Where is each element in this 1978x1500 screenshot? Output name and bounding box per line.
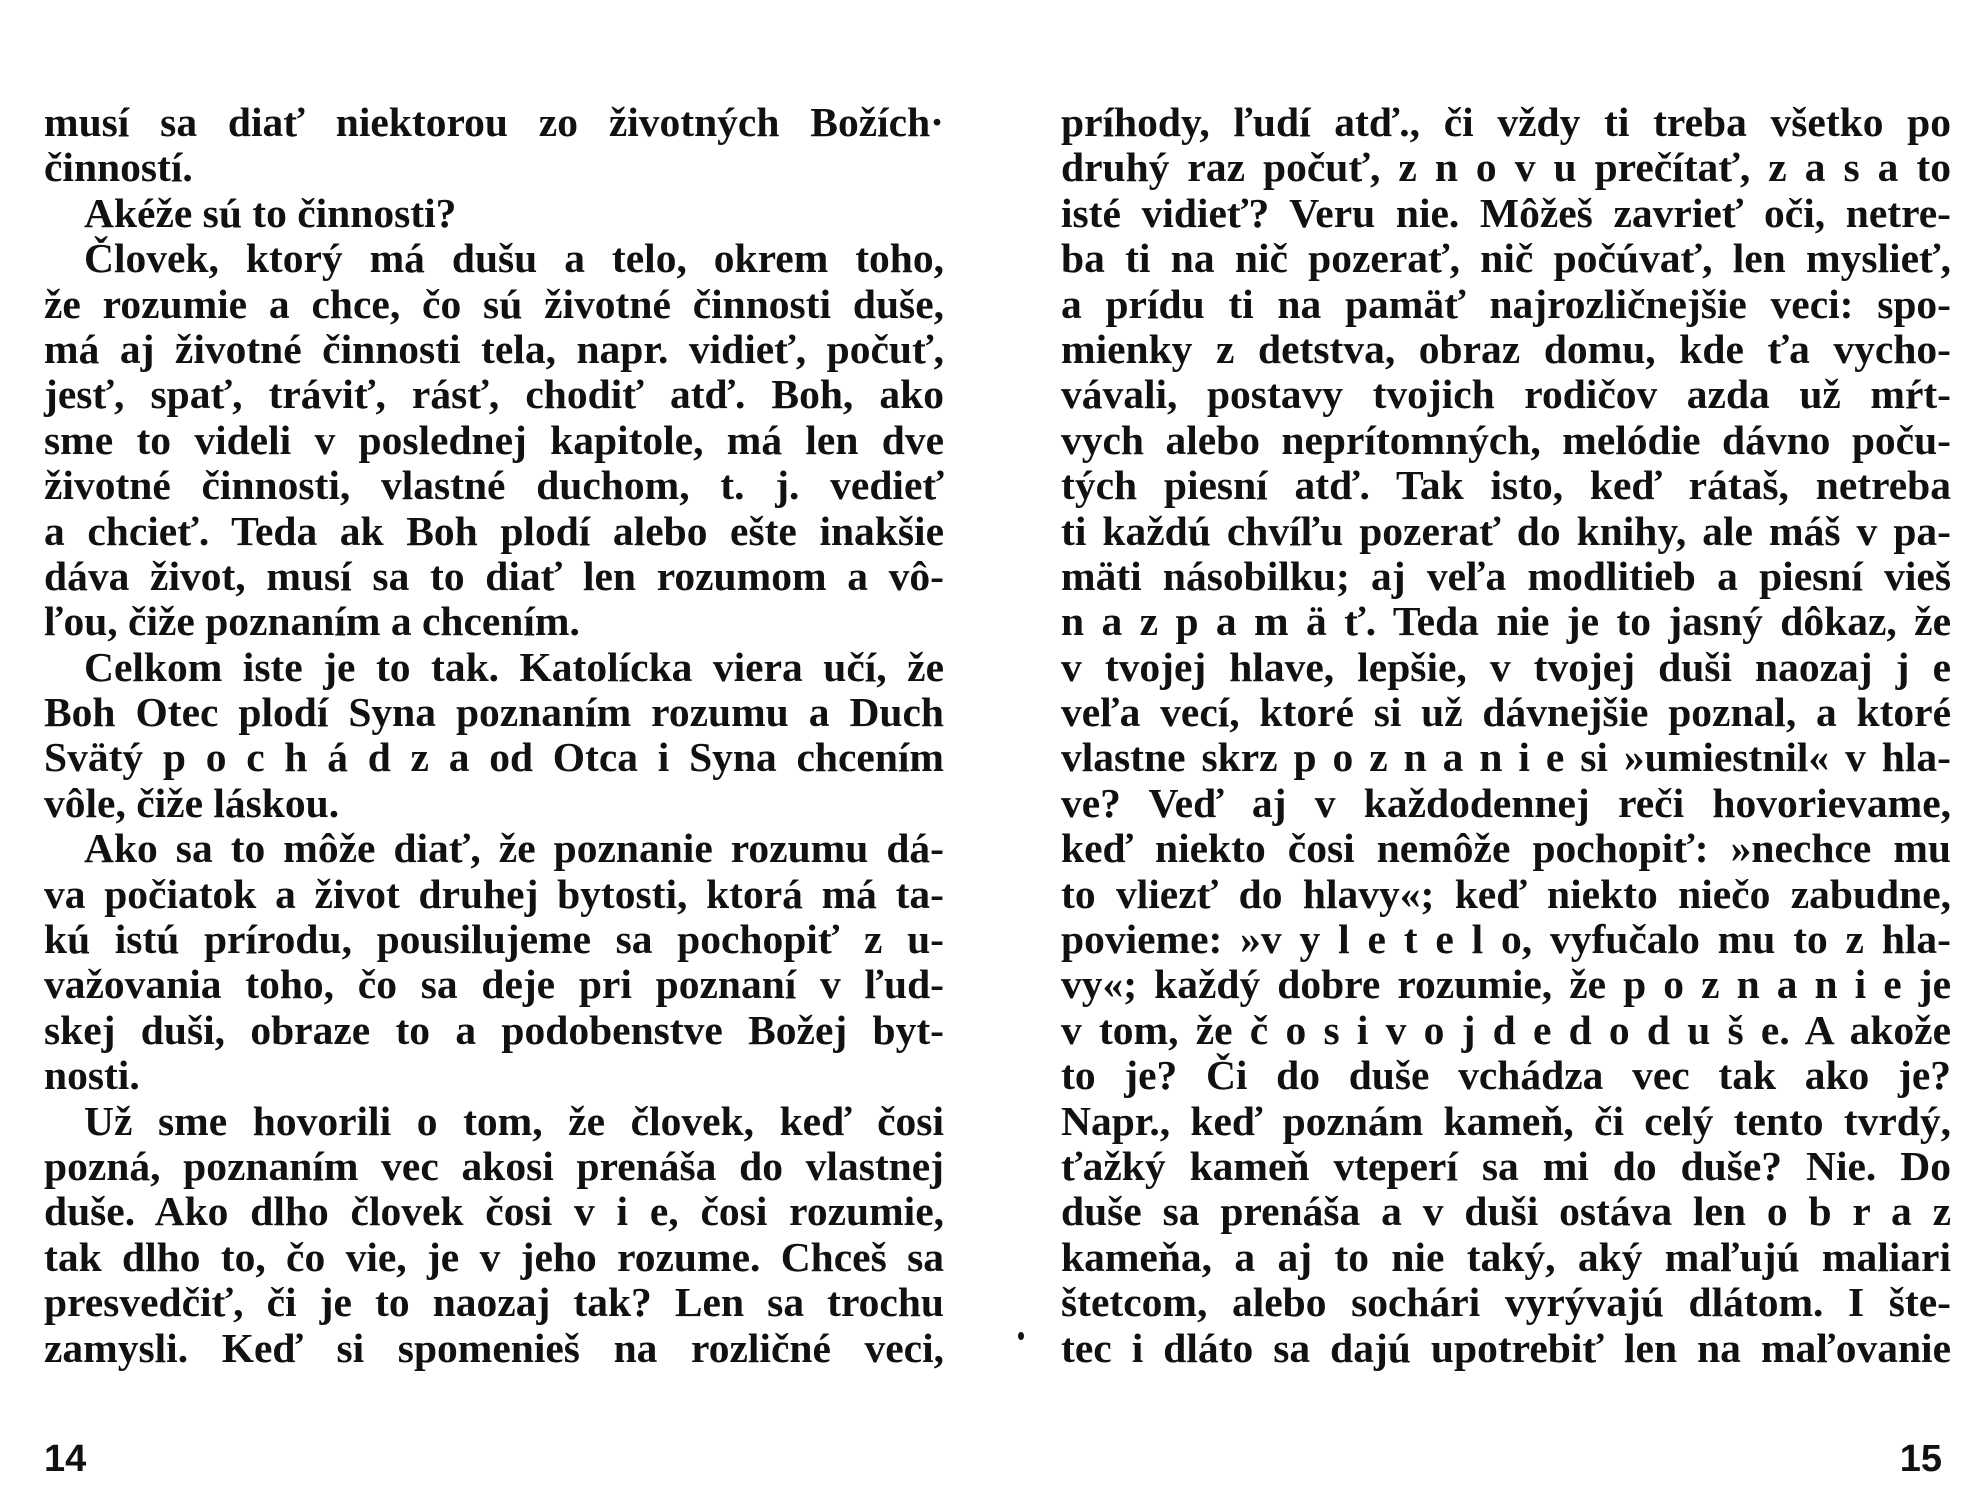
text-line: činností. — [44, 144, 193, 191]
text-line: va počiatok a život druhej bytosti, ktorá má ta- — [44, 870, 944, 917]
text-line: Svätý p o c h á d z a od Otca i Syna chcením — [44, 734, 944, 781]
text-line: musí sa diať niektorou zo životných Božích· — [44, 99, 944, 145]
text-line: n a z p a m ä ť. Teda nie je to jasný dôkaz, že — [1061, 598, 1951, 645]
text-line: presvedčiť, či je to naozaj tak? Len sa trochu — [44, 1279, 944, 1326]
text-line: skej duši, obraze to a podobenstve Božej byt- — [44, 1006, 944, 1053]
text-line: druhý raz počuť, z n o v u prečítať, z a s a to — [1061, 144, 1951, 191]
left-page-text — [44, 100, 944, 1371]
text-line: mäti násobilku; aj veľa modlitieb a piesní vieš — [1061, 552, 1951, 599]
text-line: ba ti na nič pozerať, nič počúvať, len myslieť, — [1061, 235, 1951, 282]
text-line: isté vidieť? Veru nie. Môžeš zavrieť oči, netre- — [1061, 189, 1951, 236]
text-line: tak dlho to, čo vie, je v jeho rozume. Chceš sa — [44, 1233, 944, 1280]
text-line: v tom, že č o s i v o j d e d o d u š e. A akože — [1061, 1006, 1951, 1053]
text-line: dáva život, musí sa to diať len rozumom a vô- — [44, 552, 944, 599]
text-line: tec i dláto sa dajú upotrebiť len na maľovanie — [1061, 1324, 1951, 1371]
text-line: ti každú chvíľu pozerať do knihy, ale máš v pa- — [1061, 507, 1951, 554]
text-line: važovania toho, čo sa deje pri poznaní v ľud- — [44, 961, 944, 1008]
text-line: jesť, spať, tráviť, rásť, chodiť atď. Boh, ako — [44, 371, 944, 418]
text-line: nosti. — [44, 1052, 140, 1099]
text-line: má aj životné činnosti tela, napr. vidieť, počuť, — [44, 325, 944, 372]
text-line: v tvojej hlave, lepšie, v tvojej duši naozaj j e — [1061, 643, 1951, 690]
text-line: životné činnosti, vlastné duchom, t. j. vedieť — [44, 462, 944, 509]
text-line: a prídu ti na pamäť najrozličnejšie veci: spo- — [1061, 280, 1951, 327]
text-line: Napr., keď poznám kameň, či celý tento tvrdý, — [1061, 1097, 1951, 1144]
text-line: ťažký kameň vteperí sa mi do duše? Nie. Do — [1061, 1142, 1951, 1189]
text-line: duše. Ako dlho človek čosi v i e, čosi rozumie, — [44, 1188, 944, 1235]
text-line: vávali, postavy tvojich rodičov azda už mŕt- — [1061, 371, 1951, 418]
text-line: kú istú prírodu, pousilujeme sa pochopiť z u- — [44, 916, 944, 963]
text-line: Už sme hovorili o tom, že človek, keď čosi — [84, 1097, 944, 1144]
text-line: vy«; každý dobre rozumie, že p o z n a n i e je — [1061, 961, 1951, 1008]
text-line: vôle, čiže láskou. — [44, 779, 340, 826]
text-line: keď niekto čosi nemôže pochopiť: »nechce mu — [1061, 825, 1951, 872]
text-line: vych alebo neprítomných, melódie dávno poču- — [1061, 416, 1951, 463]
text-line: duše sa prenáša a v duši ostáva len o b r a z — [1061, 1188, 1951, 1235]
text-line: ve? Veď aj v každodennej reči hovorievame, — [1061, 779, 1951, 826]
text-line: a chcieť. Teda ak Boh plodí alebo ešte inakšie — [44, 507, 944, 554]
text-line: že rozumie a chce, čo sú životné činnosti duše, — [44, 280, 944, 327]
right-page-text — [1061, 100, 1951, 1371]
right-page — [989, 0, 1978, 1500]
text-line: pozná, poznaním vec akosi prenáša do vlastnej — [44, 1142, 944, 1189]
left-page-number: 14 — [44, 1438, 87, 1480]
text-line: kameňa, a aj to nie taký, aký maľujú maliari — [1061, 1233, 1951, 1280]
text-line: sme to videli v poslednej kapitole, má len dve — [44, 416, 944, 463]
text-line: to vliezť do hlavy«; keď niekto niečo zabudne, — [1061, 870, 1951, 917]
text-line: mienky z detstva, obraz domu, kde ťa vycho- — [1061, 325, 1951, 372]
text-line: príhody, ľudí atď., či vždy ti treba všetko po — [1061, 99, 1951, 145]
text-line: zamysli. Keď si spomenieš na rozličné veci, — [44, 1324, 944, 1371]
text-line: Človek, ktorý má dušu a telo, okrem toho, — [84, 235, 944, 282]
right-page-number: 15 — [1899, 1438, 1942, 1480]
text-line: vlastne skrz p o z n a n i e si »umiestnil« v hla- — [1061, 734, 1951, 781]
text-line: ľou, čiže poznaním a chcením. — [44, 598, 580, 645]
text-line: štetcom, alebo sochári vyrývajú dlátom. I šte- — [1061, 1279, 1951, 1326]
text-line: povieme: »v y l e t e l o, vyfučalo mu to z hla- — [1061, 916, 1951, 963]
text-line: Ako sa to môže diať, že poznanie rozumu dá- — [84, 825, 944, 872]
text-line: Akéže sú to činnosti? — [84, 189, 457, 236]
text-line: veľa vecí, ktoré si už dávnejšie poznal, a ktoré — [1061, 689, 1951, 736]
text-line: to je? Či do duše vchádza vec tak ako je? — [1061, 1052, 1951, 1099]
text-line: tých piesní atď. Tak isto, keď rátaš, netreba — [1061, 462, 1951, 509]
text-line: Boh Otec plodí Syna poznaním rozumu a Duch — [44, 689, 944, 736]
text-line: Celkom iste je to tak. Katolícka viera učí, že — [84, 643, 944, 690]
